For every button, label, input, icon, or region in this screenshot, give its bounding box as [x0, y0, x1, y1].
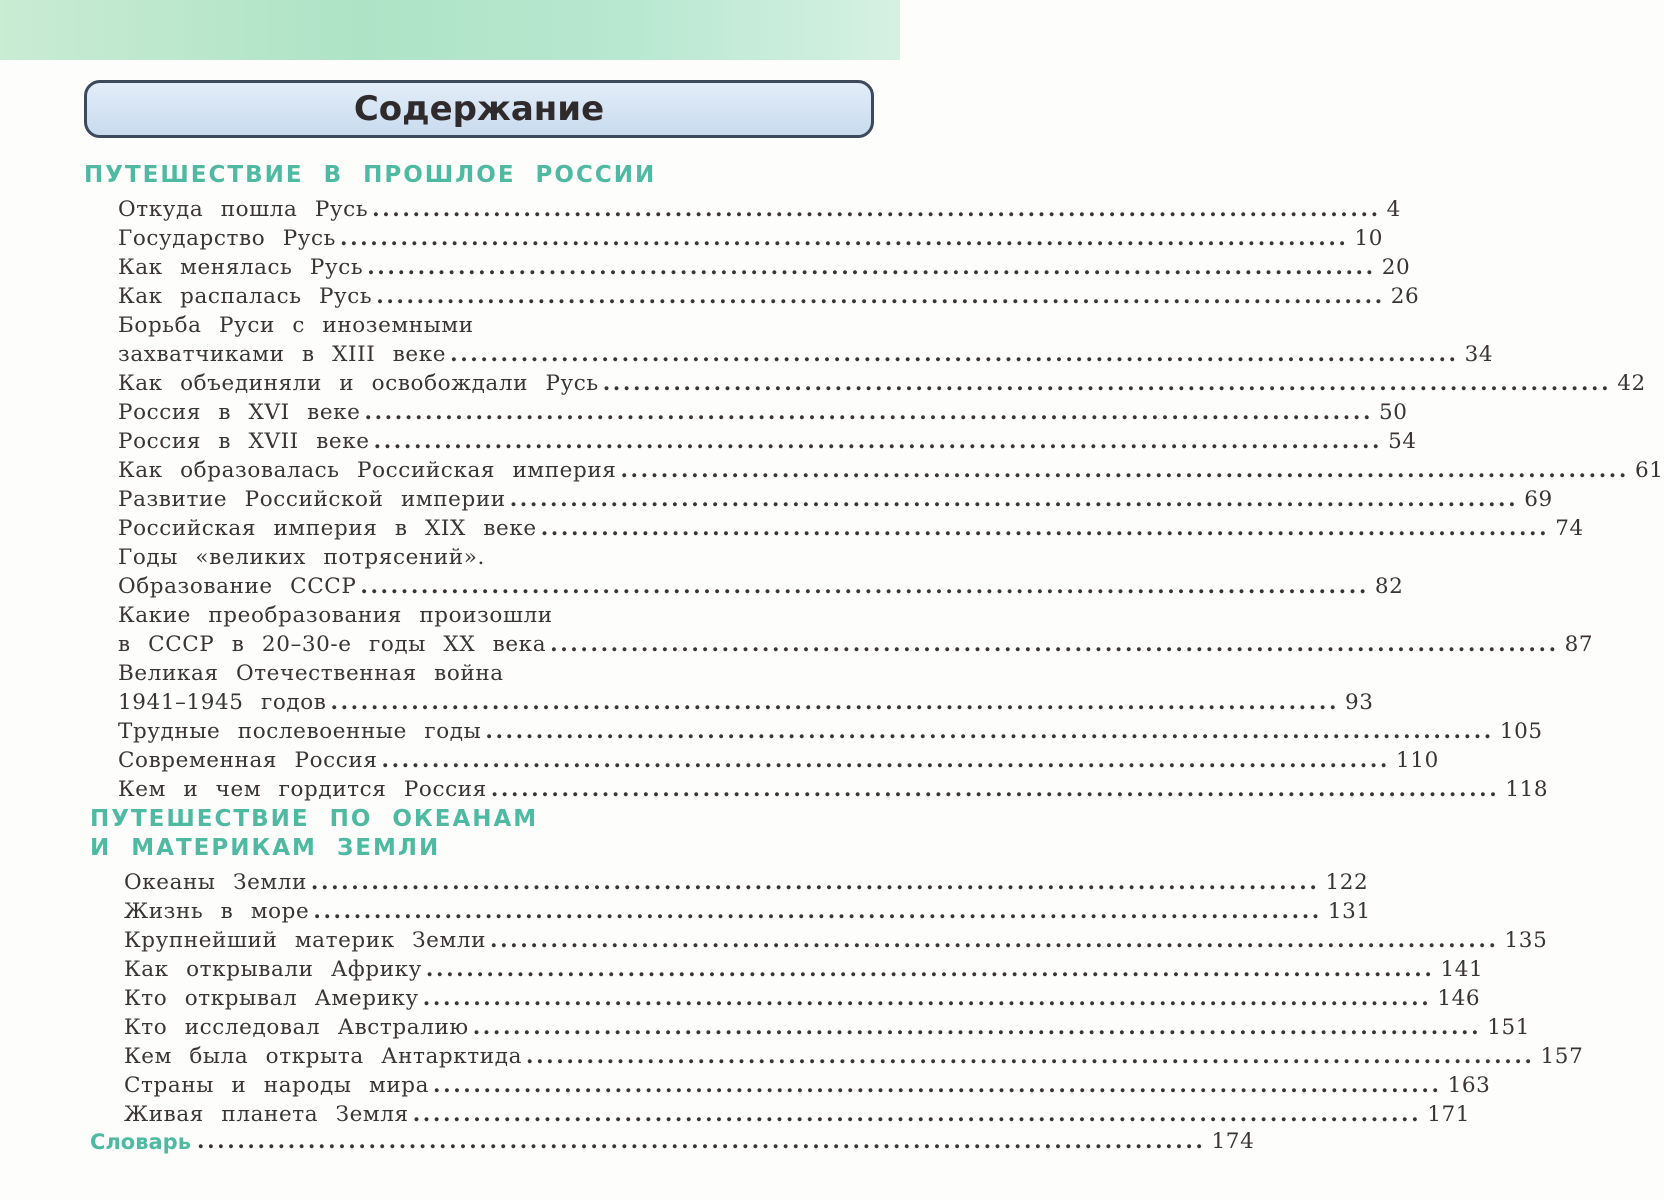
toc-entry-page: 171 [1427, 1102, 1471, 1127]
toc-entry[interactable] [118, 570, 1404, 599]
dot-leader: .................................................................................................... [490, 928, 1499, 953]
toc-entry-title: Современная Россия [118, 748, 378, 773]
toc-entry[interactable] [118, 425, 1417, 454]
toc-entry-page: 163 [1447, 1073, 1491, 1098]
toc-entry-title: Как объединяли и освобождали Русь [118, 371, 599, 396]
toc-entry-title: Россия в XVI веке [118, 400, 361, 425]
dot-leader: .................................................................................................... [367, 255, 1376, 280]
dot-leader: .................................................................................................... [620, 458, 1629, 483]
toc-entry-title: Образование СССР [118, 574, 357, 599]
dot-leader: .................................................................................................... [540, 516, 1550, 541]
toc-entry[interactable] [118, 686, 1374, 715]
toc-entry-title: захватчиками в XIII веке [118, 342, 447, 367]
toc-entry-line1[interactable] [118, 541, 878, 570]
toc-entry-page: 110 [1396, 748, 1439, 773]
dot-leader: .................................................................................................... [372, 197, 1381, 222]
toc-entry-title: Развитие Российской империи [118, 487, 506, 512]
toc-entry-page: 105 [1499, 719, 1543, 744]
toc-entry[interactable] [124, 1098, 1471, 1127]
dot-leader: .................................................................................................... [509, 487, 1519, 512]
top-decorative-band [0, 0, 900, 60]
toc-entry[interactable] [118, 222, 1384, 251]
toc-entry[interactable] [124, 895, 1371, 924]
toc-entry-dictionary[interactable] [90, 1125, 1255, 1154]
toc-entry-title-line1: Годы «великих потрясений». [118, 545, 485, 570]
toc-entry-title: Российская империя в XIX веке [118, 516, 537, 541]
dot-leader: .................................................................................................... [412, 1102, 1422, 1127]
dictionary-title: Словарь [90, 1130, 191, 1154]
dot-leader: .................................................................................................... [339, 226, 1349, 251]
toc-entry-title: Россия в XVII веке [118, 429, 370, 454]
toc-entry-page: 50 [1379, 400, 1408, 425]
dot-leader: .................................................................................................... [381, 748, 1391, 773]
toc-entry-title: Страны и народы мира [124, 1073, 430, 1098]
section-heading-oceans-line1: ПУТЕШЕСТВИЕ ПО ОКЕАНАМ [90, 806, 539, 832]
toc-entry[interactable] [124, 1040, 1584, 1069]
toc-entry-title: Как открывали Африку [124, 957, 422, 982]
dot-leader: .................................................................................................... [485, 719, 1494, 744]
toc-entry-page: 87 [1564, 632, 1594, 657]
toc-entry-title: Кем была открыта Антарктида [124, 1044, 522, 1069]
toc-entry[interactable] [118, 773, 1549, 802]
dot-leader: .................................................................................................... [550, 632, 1559, 657]
dot-leader: .................................................................................................... [313, 899, 1322, 924]
toc-entry-title: Откуда пошла Русь [118, 197, 369, 222]
toc-entry[interactable] [118, 280, 1420, 309]
toc-entry[interactable] [124, 1069, 1491, 1098]
toc-entry-line1[interactable] [118, 309, 878, 338]
toc-entry-page: 20 [1381, 255, 1411, 280]
dot-leader: .................................................................................................... [422, 986, 1432, 1011]
toc-entry[interactable] [124, 953, 1484, 982]
toc-entry-title: Крупнейший материк Земли [124, 928, 487, 953]
toc-entry-title: Живая планета Земля [124, 1102, 409, 1127]
toc-entry[interactable] [124, 924, 1548, 953]
toc-entry[interactable] [118, 454, 1664, 483]
dictionary-page: 174 [1211, 1129, 1255, 1154]
toc-entry-page: 141 [1440, 957, 1484, 982]
toc-entry[interactable] [118, 512, 1584, 541]
toc-entry-page: 54 [1388, 429, 1417, 454]
toc-entry-page: 157 [1540, 1044, 1584, 1069]
toc-entry-title: Кем и чем гордится Россия [118, 777, 487, 802]
section-heading-russia-past: ПУТЕШЕСТВИЕ В ПРОШЛОЕ РОССИИ [84, 162, 657, 188]
dot-leader: .................................................................................................... [360, 574, 1369, 599]
toc-entry[interactable] [118, 251, 1411, 280]
title-banner [84, 80, 874, 138]
toc-entry-page: 4 [1386, 197, 1401, 222]
toc-entry[interactable] [118, 338, 1494, 367]
toc-entry[interactable] [124, 1011, 1531, 1040]
dot-leader: .................................................................................................... [376, 284, 1385, 309]
toc-entry-title: Океаны Земли [124, 870, 307, 895]
page-title: Содержание [353, 89, 605, 129]
toc-entry-page: 74 [1555, 516, 1584, 541]
toc-entry-title: Трудные послевоенные годы [118, 719, 482, 744]
dot-leader: .................................................................................................... [433, 1073, 1442, 1098]
toc-entry[interactable] [118, 396, 1408, 425]
toc-entry-page: 10 [1354, 226, 1384, 251]
toc-entry-title: Как распалась Русь [118, 284, 373, 309]
toc-entry-page: 122 [1325, 870, 1369, 895]
toc-entry-title: в СССР в 20–30-е годы XX века [118, 632, 547, 657]
toc-entry-page: 93 [1345, 690, 1374, 715]
dot-leader: .................................................................................................... [450, 342, 1459, 367]
dot-leader: .................................................................................................... [490, 777, 1500, 802]
toc-entry[interactable] [118, 193, 1401, 222]
toc-entry-title-line1: Великая Отечественная война [118, 661, 504, 686]
toc-entry-title: Кто открывал Америку [124, 986, 419, 1011]
toc-entry-title: Как менялась Русь [118, 255, 364, 280]
toc-entry-page: 82 [1374, 574, 1404, 599]
toc-entry[interactable] [118, 628, 1594, 657]
section-heading-oceans-line2: И МАТЕРИКАМ ЗЕМЛИ [90, 835, 441, 861]
dot-leader: .................................................................................................... [364, 400, 1374, 425]
toc-entry-title-line1: Какие преобразования произошли [118, 603, 553, 628]
toc-entry-title: Государство Русь [118, 226, 336, 251]
toc-entry-line1[interactable] [118, 599, 878, 628]
toc-entry-page: 34 [1464, 342, 1494, 367]
toc-entry[interactable] [118, 744, 1439, 773]
toc-entry-page: 61 [1634, 458, 1664, 483]
toc-entry[interactable] [124, 982, 1481, 1011]
dot-leader: .................................................................................................... [472, 1015, 1482, 1040]
dot-leader: .................................................................................................... [425, 957, 1435, 982]
toc-entry[interactable] [118, 715, 1543, 744]
toc-entry-page: 118 [1505, 777, 1549, 802]
toc-entry[interactable] [118, 367, 1646, 396]
toc-entry-page: 131 [1327, 899, 1371, 924]
dot-leader: .................................................................................................... [526, 1044, 1535, 1069]
toc-entry-title: Как образовалась Российская империя [118, 458, 617, 483]
toc-entry-title: Жизнь в море [124, 899, 310, 924]
dot-leader: .................................................................................................... [310, 870, 1320, 895]
dot-leader: .................................................................................................... [330, 690, 1340, 715]
toc-entry[interactable] [118, 483, 1553, 512]
dot-leader: .................................................................................................... [602, 371, 1612, 396]
toc-entry-page: 69 [1524, 487, 1553, 512]
toc-entry-page: 151 [1487, 1015, 1531, 1040]
toc-entry-page: 146 [1437, 986, 1481, 1011]
dot-leader: .................................................................................................... [373, 429, 1383, 454]
toc-entry[interactable] [124, 866, 1369, 895]
toc-entry-line1[interactable] [118, 657, 878, 686]
toc-entry-page: 135 [1504, 928, 1548, 953]
dot-leader: .................................................................................................... [197, 1129, 1206, 1154]
toc-entry-title: 1941–1945 годов [118, 690, 327, 715]
toc-entry-title: Кто исследовал Австралию [124, 1015, 469, 1040]
toc-entry-title-line1: Борьба Руси с иноземными [118, 313, 474, 338]
toc-entry-page: 42 [1617, 371, 1646, 396]
toc-entry-page: 26 [1390, 284, 1420, 309]
